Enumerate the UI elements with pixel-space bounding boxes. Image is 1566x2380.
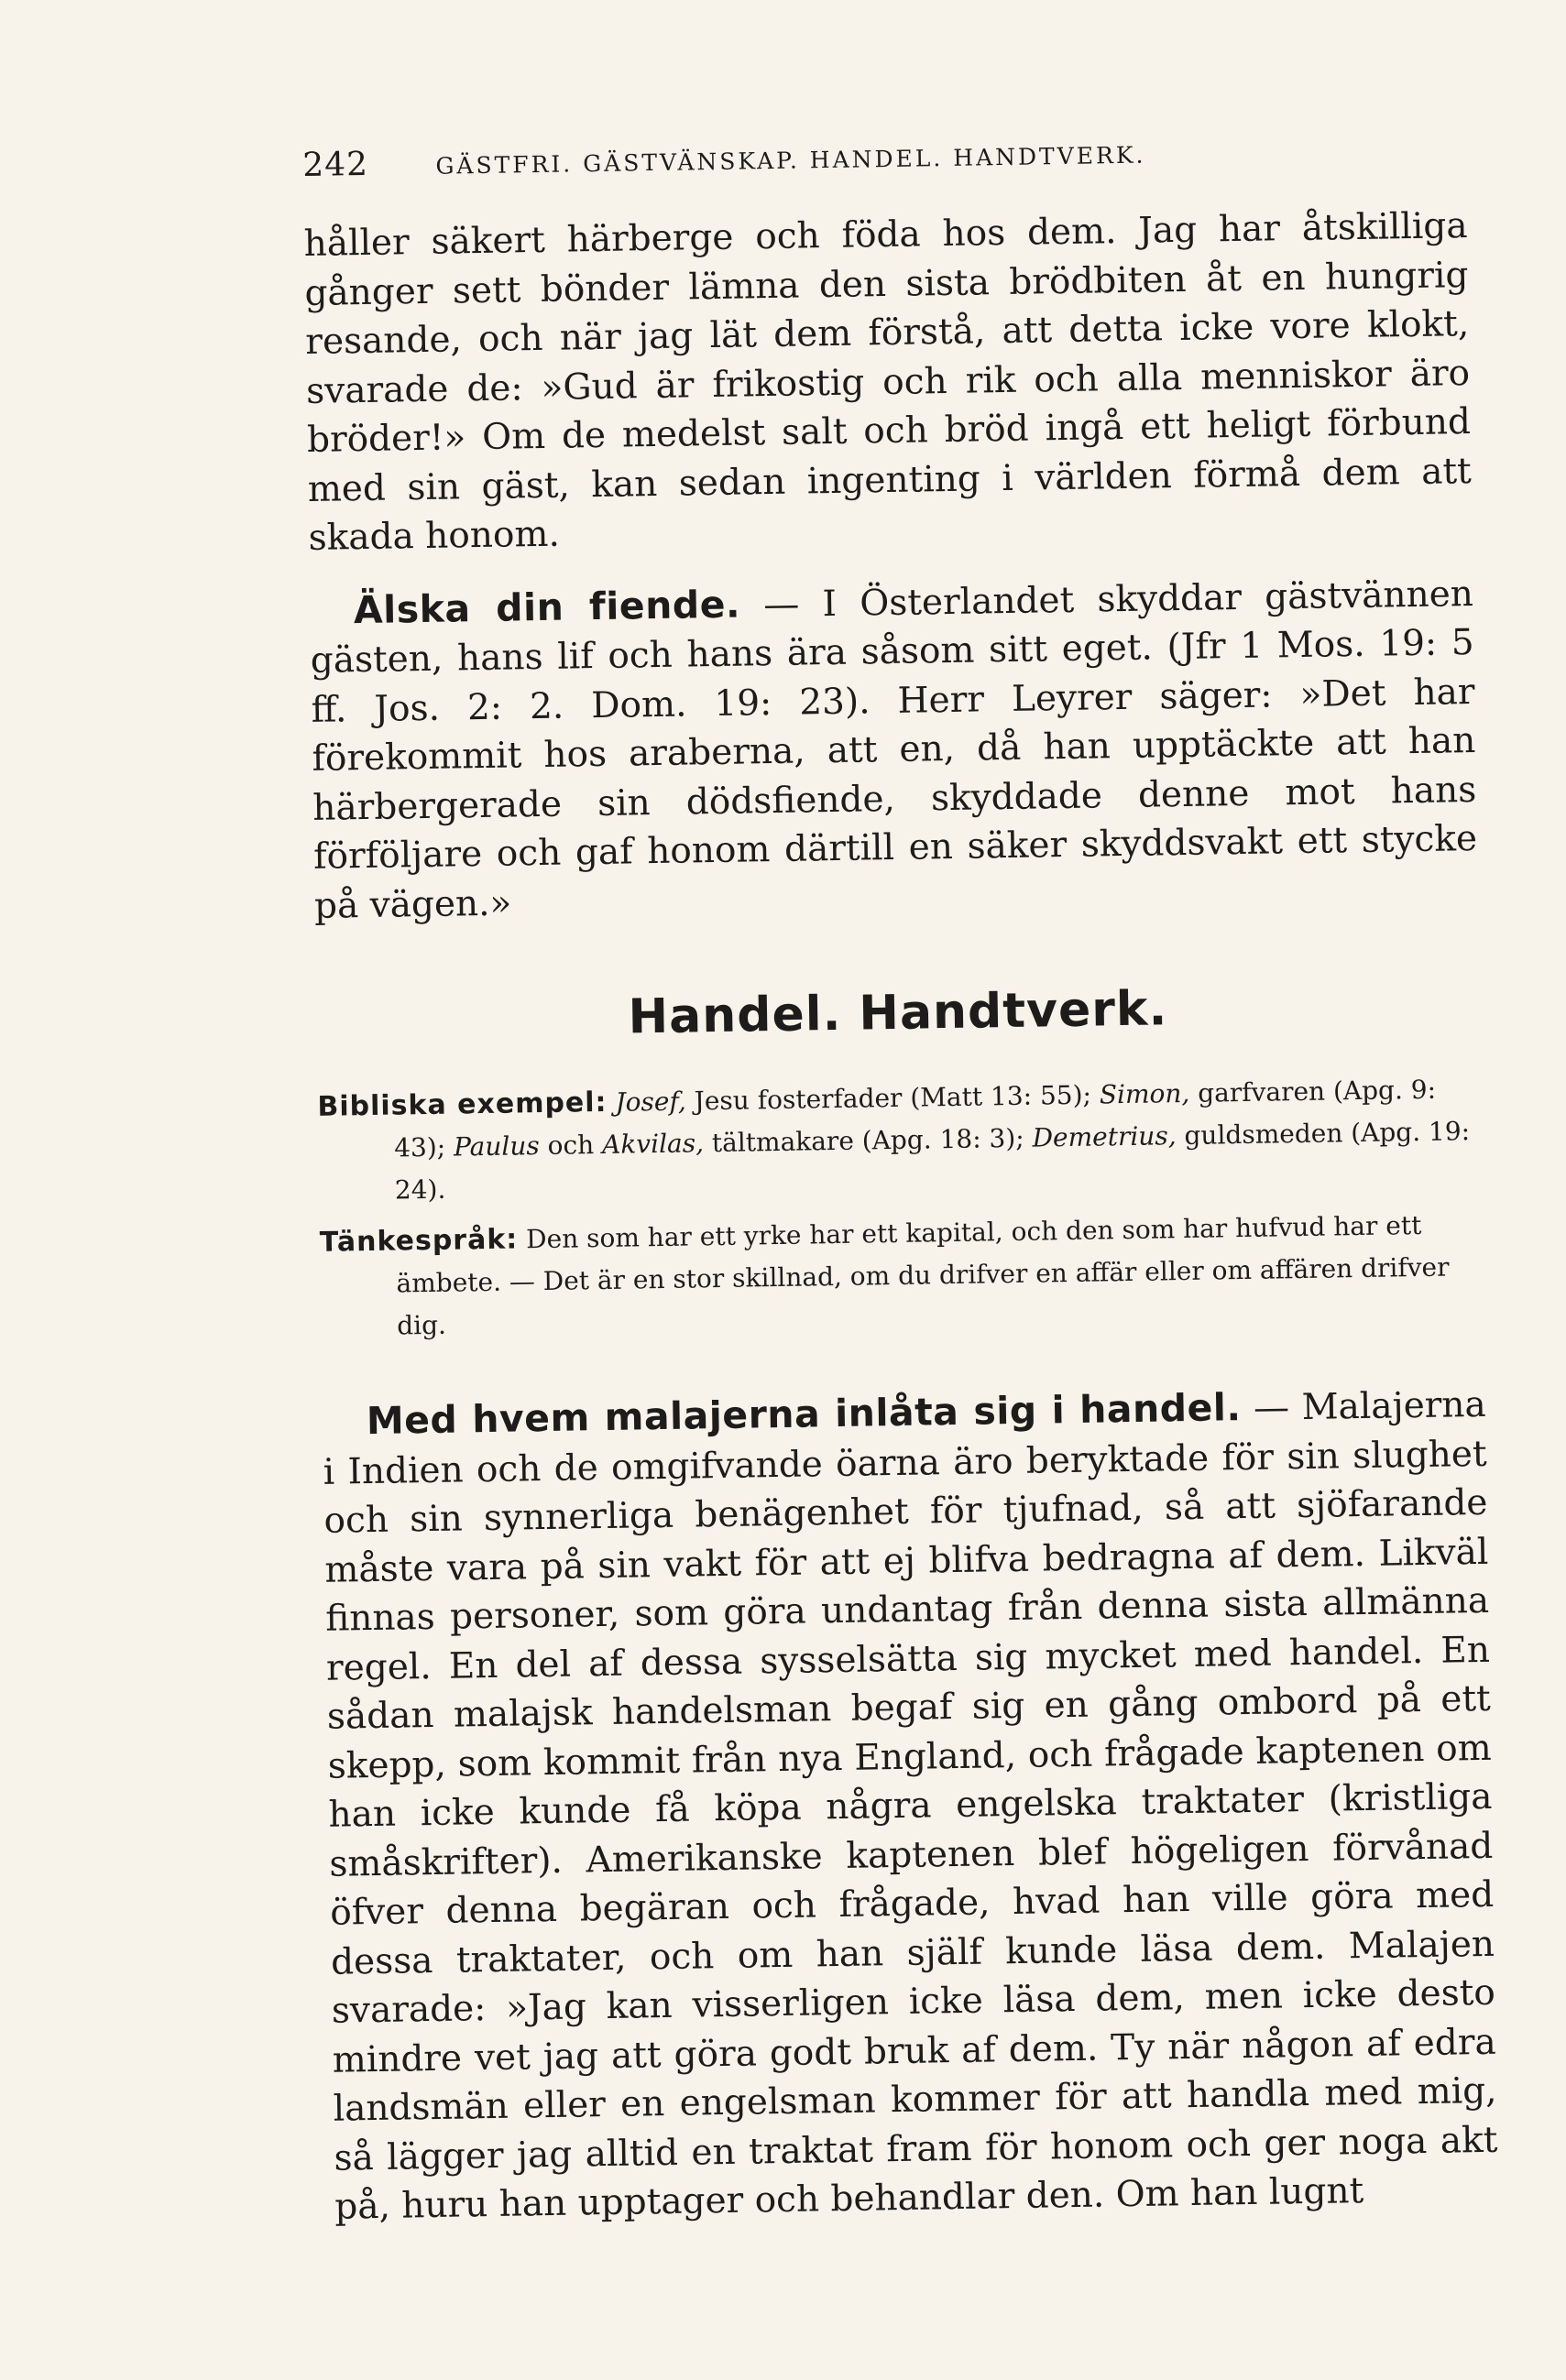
proverbs bbox=[319, 1204, 1484, 1348]
name-demetrius: Demetrius, bbox=[1032, 1120, 1177, 1153]
name-akvilas: Akvilas, bbox=[601, 1128, 705, 1160]
paragraph-love-enemy bbox=[310, 568, 1479, 930]
paragraph-text: — I Österlandet skyddar gästvännen gästen, hans lif och hans ära såsom sitt eget. (Jfr 1 Mos. 19: 5 ff. Jos. 2: 2. Dom. 19: 23). Herr Leyrer säger: »Det har förekommit hos araberna, att en, då han upptäckte att han härbergerade sin dödsfiende, skyddade denne mot hans förföljare och gaf honom därtill en säker skyddsvakt ett stycke på vägen.» bbox=[310, 573, 1478, 927]
page-number: 242 bbox=[302, 145, 369, 184]
paragraph-heading: Älska din fiende. bbox=[353, 582, 741, 632]
paragraph-heading: Med hvem malajerna inlåta sig i handel. bbox=[366, 1385, 1242, 1444]
paragraph-hospitality: håller säkert härberge och föda hos dem. Jag har åtskilliga gånger sett bönder lämna den sista brödbiten åt en hungrig resande, och när jag lät dem förstå, att detta icke vore klokt, svarade de: »Gud är frikostig och rik och alla menniskor äro bröder!» Om de medelst salt och bröd ingå ett heligt förbund med sin gäst, kan sedan ingenting i världen förmå dem att skada honom. bbox=[303, 205, 1473, 559]
paragraph-malay-trade bbox=[322, 1380, 1498, 2232]
paragraph-text: — Malajerna i Indien och de omgifvande öarna äro beryktade för sin slughet och sin synnerliga benägenhet för tjufnad, så att sjöfarande måste vara på sin vakt för att ej blifva bedragna af dem. Likväl finnas personer, som göra undantag från denna sista allmänna regel. En del af dessa sysselsätta sig mycket med handel. En sådan malajsk handelsman begaf sig en gång ombord på ett skepp, som kommit från nya England, och frågade kaptenen om han icke kunde få köpa några engelska traktater (kristliga småskrifter). Amerikanske kaptenen blef högeligen förvånad öfver denna begäran och frågade, hvad han ville göra med dessa traktater, och om han själf kunde läsa dem. Malajen svarade: »Jag kan visserligen icke läsa dem, men icke desto mindre vet jag att göra godt bruk af dem. Ty när någon af edra landsmän eller en engelsman kommer för att handla med mig, så lägger jag alltid en traktat fram för honom och ger noga akt på, huru han upptager och behandlar den. Om han lugnt bbox=[323, 1383, 1498, 2228]
name-josef: Josef, bbox=[615, 1086, 686, 1118]
section-title: Handel. Handtverk. bbox=[628, 981, 1168, 1045]
running-title: GÄSTFRI. GÄSTVÄNSKAP. HANDEL. HANDTVERK. bbox=[435, 141, 1146, 180]
name-simon: Simon, bbox=[1099, 1077, 1190, 1110]
page-content bbox=[302, 128, 1499, 2232]
biblical-examples: Bibliska exempel: Josef, Jesu fosterfader (Matt 13: 55); Simon, garfvaren (Apg. 9: 43); Paulus och Akvilas, tältmakare (Apg. 18: 3); Demetrius, guldsmeden (Apg. 19: 24). bbox=[317, 1074, 1471, 1206]
proverbs-text: Den som har ett yrke har ett kapital, och den som har hufvud har ett ämbete. — Det är en stor skillnad, om du drifver en affär eller om affären drifver dig. bbox=[396, 1209, 1450, 1341]
biblical-label: Bibliska exempel: bbox=[317, 1086, 608, 1123]
name-paulus: Paulus bbox=[453, 1130, 540, 1163]
proverbs-label: Tänkespråk: bbox=[319, 1223, 519, 1259]
